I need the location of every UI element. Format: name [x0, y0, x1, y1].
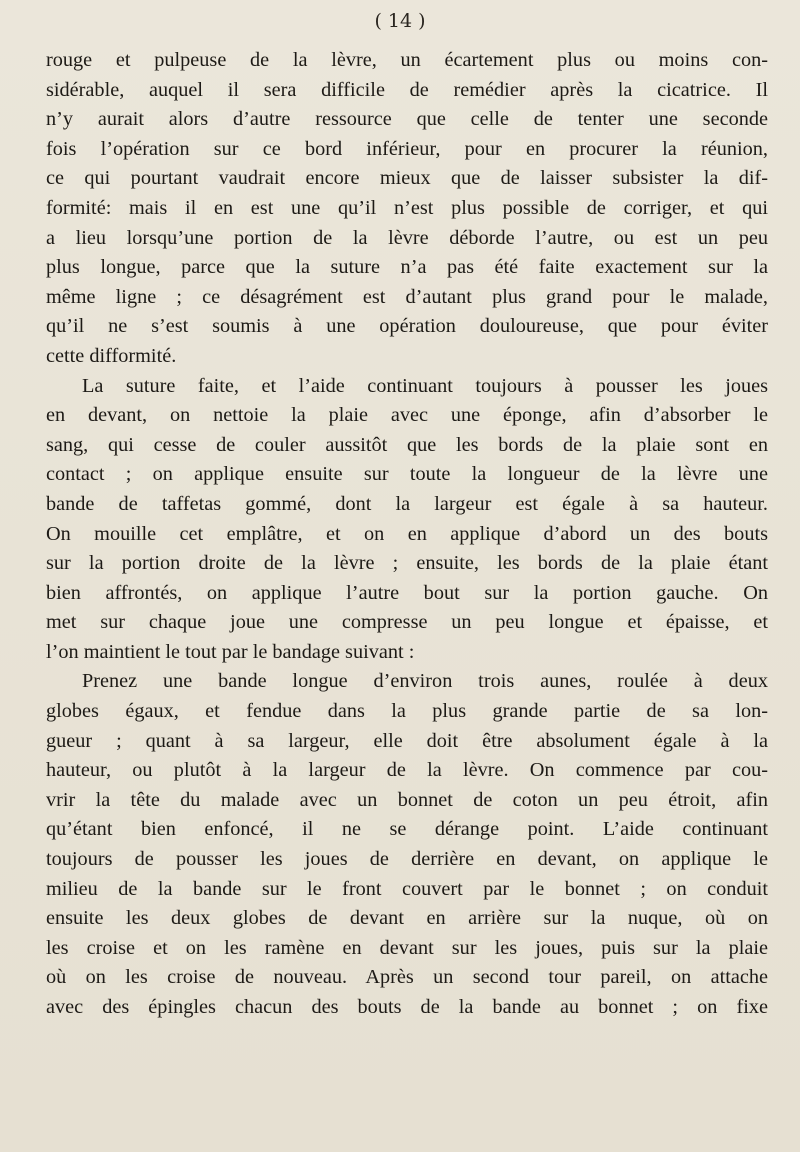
text-line: ensuite les deux globes de devant en arrière sur la nuque, où on: [46, 907, 768, 930]
text-line: milieu de la bande sur le front couvert par le bonnet ; on conduit: [46, 877, 768, 900]
text-line: toujours de pousser les joues de derrière en devant, on applique le: [46, 848, 768, 871]
page-number: ( 14 ): [374, 10, 426, 32]
text-line: gueur ; quant à sa largeur, elle doit être absolument égale à la: [46, 729, 768, 752]
text-line: les croise et on les ramène en devant sur les joues, puis sur la plaie: [46, 936, 768, 959]
text-line: cette difformité.: [46, 344, 177, 367]
text-line: contact ; on applique ensuite sur toute la longueur de la lèvre une: [46, 463, 768, 486]
text-line: vrir la tête du malade avec un bonnet de coton un peu étroit, afin: [46, 788, 768, 811]
text-line: où on les croise de nouveau. Après un second tour pareil, on attache: [46, 966, 768, 989]
text-line: plus longue, parce que la suture n’a pas été faite exactement sur la: [46, 256, 768, 279]
text-line: n’y aurait alors d’autre ressource que celle de tenter une seconde: [46, 108, 768, 131]
text-line: en devant, on nettoie la plaie avec une éponge, afin d’absorber le: [46, 404, 768, 427]
text-line: fois l’opération sur ce bord inférieur, pour en procurer la réunion,: [46, 137, 768, 160]
text-line: avec des épingles chacun des bouts de la bande au bonnet ; on fixe: [46, 996, 768, 1018]
text-line: même ligne ; ce désagrément est d’autant plus grand pour le malade,: [46, 285, 768, 308]
text-line: qu’étant bien enfoncé, il ne se dérange point. L’aide continuant: [46, 818, 768, 841]
text-line: On mouille cet emplâtre, et on en applique d’abord un des bouts: [46, 522, 768, 545]
body-text: [46, 46, 768, 1023]
text-line: formité: mais il en est une qu’il n’est plus possible de corriger, et qui: [46, 196, 768, 219]
text-line: met sur chaque joue une compresse un peu longue et épaisse, et: [46, 611, 768, 634]
text-line: bien affrontés, on applique l’autre bout sur la portion gauche. On: [46, 581, 768, 604]
text-line: sur la portion droite de la lèvre ; ensuite, les bords de la plaie étant: [46, 552, 768, 575]
text-line: bande de taffetas gommé, dont la largeur est égale à sa hauteur.: [46, 492, 768, 515]
text-line: qu’il ne s’est soumis à une opération douloureuse, que pour éviter: [46, 315, 768, 338]
paragraph: [46, 372, 768, 668]
paragraph: [46, 667, 768, 1022]
text-line: Prenez une bande longue d’environ trois aunes, roulée à deux: [82, 670, 768, 693]
text-line: sang, qui cesse de couler aussitôt que les bords de la plaie sont en: [46, 433, 768, 456]
paragraph: [46, 46, 768, 372]
text-line: ce qui pourtant vaudrait encore mieux que de laisser subsister la dif-: [46, 167, 768, 190]
text-line: globes égaux, et fendue dans la plus grande partie de sa lon-: [46, 700, 768, 723]
text-line: La suture faite, et l’aide continuant toujours à pousser les joues: [82, 374, 768, 397]
text-line: rouge et pulpeuse de la lèvre, un écartement plus ou moins con-: [46, 49, 768, 71]
text-line: hauteur, ou plutôt à la largeur de la lèvre. On commence par cou-: [46, 759, 768, 782]
text-line: l’on maintient le tout par le bandage suivant :: [46, 640, 415, 663]
text-line: a lieu lorsqu’une portion de la lèvre déborde l’autre, ou est un peu: [46, 226, 768, 249]
text-line: sidérable, auquel il sera difficile de remédier après la cicatrice. Il: [46, 78, 768, 101]
